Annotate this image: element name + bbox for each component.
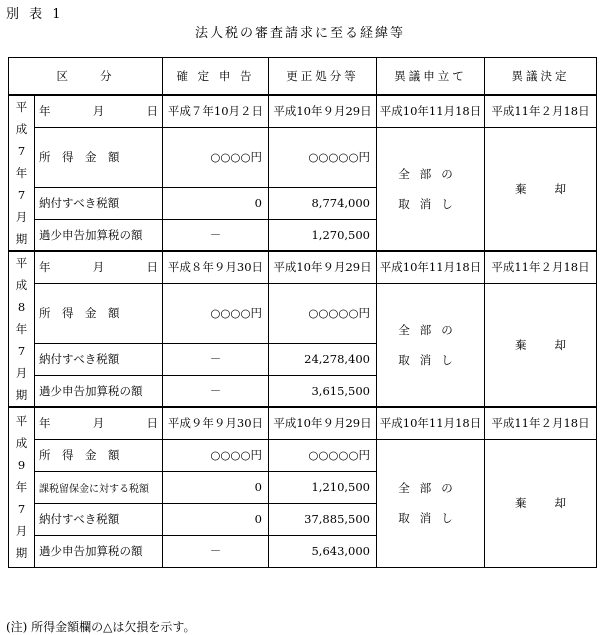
table-row bbox=[9, 251, 597, 283]
objection-date: 平成10年11月18日 bbox=[377, 407, 485, 439]
reserved-tax-filing: 0 bbox=[163, 471, 269, 503]
table-row bbox=[9, 127, 597, 187]
income-label: 所 得 金 額 bbox=[35, 283, 163, 343]
footnote: (注) 所得金額欄の△は欠損を示す。 bbox=[6, 620, 196, 634]
header-decision: 異議決定 bbox=[485, 58, 597, 96]
tax-payable-label: 納付すべき税額 bbox=[35, 187, 163, 219]
reserved-tax-label: 課税留保金に対する税額 bbox=[35, 471, 163, 503]
income-filing: ○○○○円 bbox=[163, 127, 269, 187]
correction-date: 平成10年９月29日 bbox=[269, 95, 377, 127]
income-label: 所 得 金 額 bbox=[35, 439, 163, 471]
tax-correction: 24,278,400 bbox=[269, 343, 377, 375]
table-row bbox=[9, 95, 597, 127]
penalty-filing: － bbox=[163, 535, 269, 567]
tax-payable-label: 納付すべき税額 bbox=[35, 343, 163, 375]
tax-filing: － bbox=[163, 343, 269, 375]
objection-date: 平成10年11月18日 bbox=[377, 95, 485, 127]
header-category: 区 分 bbox=[9, 58, 163, 96]
objection-content: 全部の 取消し bbox=[377, 283, 485, 407]
penalty-correction: 3,615,500 bbox=[269, 375, 377, 407]
tax-filing: 0 bbox=[163, 503, 269, 535]
date-label: 年 月 日 bbox=[35, 407, 163, 439]
tax-correction: 8,774,000 bbox=[269, 187, 377, 219]
date-label: 年 月 日 bbox=[35, 95, 163, 127]
history-table bbox=[8, 57, 597, 568]
correction-date: 平成10年９月29日 bbox=[269, 251, 377, 283]
decision-date: 平成11年２月18日 bbox=[485, 251, 597, 283]
table-row bbox=[9, 439, 597, 471]
table-row bbox=[9, 283, 597, 343]
filing-date: 平成９年９月30日 bbox=[163, 407, 269, 439]
income-correction: ○○○○○円 bbox=[269, 439, 377, 471]
objection-date: 平成10年11月18日 bbox=[377, 251, 485, 283]
penalty-correction: 5,643,000 bbox=[269, 535, 377, 567]
tax-correction: 37,885,500 bbox=[269, 503, 377, 535]
decision-date: 平成11年２月18日 bbox=[485, 95, 597, 127]
reserved-tax-correction: 1,210,500 bbox=[269, 471, 377, 503]
income-filing: ○○○○円 bbox=[163, 439, 269, 471]
header-filing: 確 定 申 告 bbox=[163, 58, 269, 96]
appendix-label: 別 表 1 bbox=[6, 7, 64, 22]
document-title: 法人税の審査請求に至る経緯等 bbox=[194, 26, 405, 41]
filing-date: 平成７年10月２日 bbox=[163, 95, 269, 127]
penalty-filing: － bbox=[163, 219, 269, 251]
header-objection: 異議申立て bbox=[377, 58, 485, 96]
income-filing: ○○○○円 bbox=[163, 283, 269, 343]
penalty-label: 過少申告加算税の額 bbox=[35, 219, 163, 251]
table-row bbox=[9, 407, 597, 439]
objection-content: 全部の 取消し bbox=[377, 439, 485, 567]
decision-content: 棄却 bbox=[485, 127, 597, 251]
correction-date: 平成10年９月29日 bbox=[269, 407, 377, 439]
tax-filing: 0 bbox=[163, 187, 269, 219]
penalty-filing: － bbox=[163, 375, 269, 407]
decision-content: 棄却 bbox=[485, 439, 597, 567]
objection-content: 全部の 取消し bbox=[377, 127, 485, 251]
income-label: 所 得 金 額 bbox=[35, 127, 163, 187]
date-label: 年 月 日 bbox=[35, 251, 163, 283]
filing-date: 平成８年９月30日 bbox=[163, 251, 269, 283]
period-label: 平 成 7 年 7 月 期 bbox=[9, 95, 35, 251]
tax-payable-label: 納付すべき税額 bbox=[35, 503, 163, 535]
penalty-label: 過少申告加算税の額 bbox=[35, 535, 163, 567]
penalty-label: 過少申告加算税の額 bbox=[35, 375, 163, 407]
header-correction: 更正処分等 bbox=[269, 58, 377, 96]
period-label: 平 成 9 年 7 月 期 bbox=[9, 407, 35, 567]
decision-date: 平成11年２月18日 bbox=[485, 407, 597, 439]
income-correction: ○○○○○円 bbox=[269, 283, 377, 343]
income-correction: ○○○○○円 bbox=[269, 127, 377, 187]
period-label: 平 成 8 年 7 月 期 bbox=[9, 251, 35, 407]
decision-content: 棄却 bbox=[485, 283, 597, 407]
penalty-correction: 1,270,500 bbox=[269, 219, 377, 251]
